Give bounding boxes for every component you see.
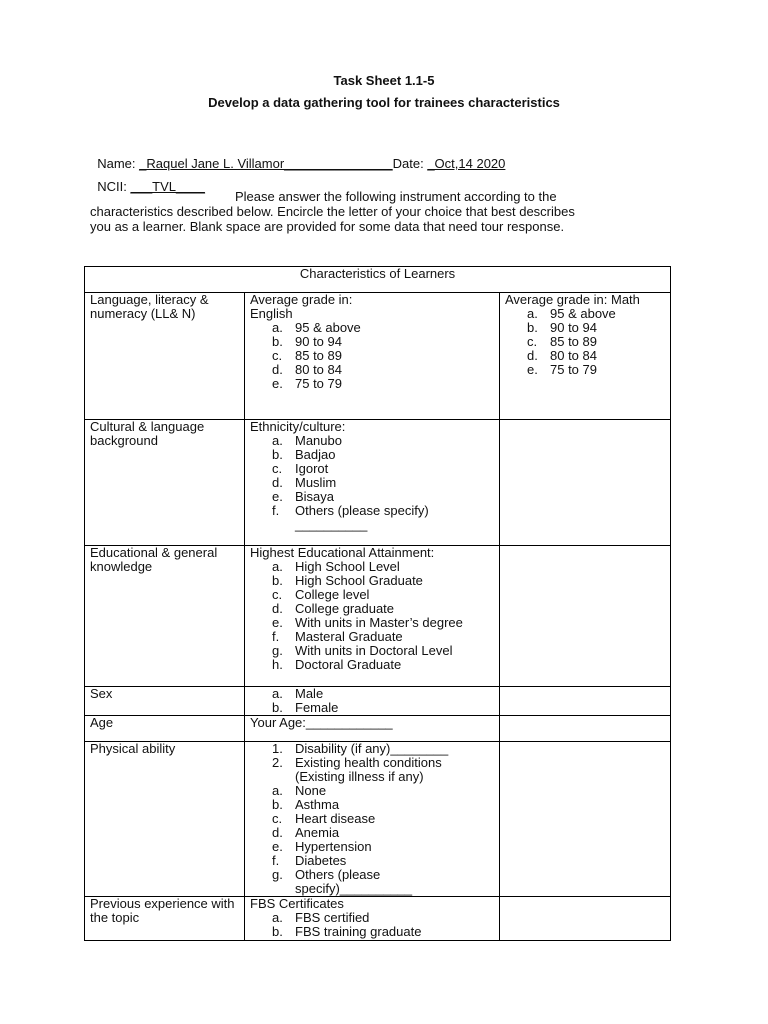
name-label: Name: <box>97 156 136 171</box>
list-item <box>250 518 494 532</box>
list-item <box>250 574 494 588</box>
list-item-text: College graduate <box>295 601 395 616</box>
list-marker: d. <box>272 601 283 616</box>
list-item-text: 80 to 84 <box>295 362 342 377</box>
table-row-age <box>85 716 671 742</box>
list-item <box>250 840 494 854</box>
task-sheet-subtitle: Develop a data gathering tool for trainees characteristics <box>208 95 560 110</box>
list-item <box>250 868 494 882</box>
row-label-lln: Language, literacy & numeracy (LL& N) <box>85 293 245 420</box>
list-item-text: High School Level <box>295 559 400 574</box>
ethnicity-options <box>250 434 494 532</box>
list-item-text: Anemia <box>295 825 340 840</box>
list-marker: d. <box>272 362 283 377</box>
list-item-text: Disability (if any)________ <box>295 741 449 756</box>
list-marker: b. <box>272 700 283 715</box>
name-value: _Raquel Jane L. Villamor_______________ <box>139 156 393 171</box>
cell-physical <box>245 742 500 897</box>
row-label-physical: Physical ability <box>85 742 245 897</box>
cell-sex-empty <box>500 687 671 716</box>
math-options <box>505 307 665 377</box>
cell-experience <box>245 897 500 941</box>
experience-title: FBS Certificates <box>250 896 344 911</box>
list-marker: a. <box>272 686 283 701</box>
list-marker: g. <box>272 867 283 882</box>
list-item-text: Existing health conditions <box>295 755 442 770</box>
table-row-experience <box>85 897 671 941</box>
list-marker: e. <box>272 376 283 391</box>
list-item-text: FBS training graduate <box>295 924 422 939</box>
list-item-text: College level <box>295 587 370 602</box>
list-marker: a. <box>272 433 283 448</box>
table-row-sex <box>85 687 671 716</box>
list-item-text: Badjao <box>295 447 336 462</box>
list-item-text: With units in Doctoral Level <box>295 643 453 658</box>
cell-age: Your Age:____________ <box>245 716 500 742</box>
cell-education-empty <box>500 546 671 687</box>
row-label-culture: Cultural & language background <box>85 420 245 546</box>
list-item <box>250 742 494 756</box>
list-item-text: High School Graduate <box>295 573 423 588</box>
instructions <box>90 189 670 234</box>
list-item <box>250 911 494 925</box>
list-marker: b. <box>272 797 283 812</box>
list-item <box>505 363 665 377</box>
list-marker: f. <box>272 853 280 868</box>
cell-age-empty <box>500 716 671 742</box>
list-marker: e. <box>527 362 538 377</box>
cell-english-grade <box>245 293 500 420</box>
list-item <box>505 307 665 321</box>
list-item-text: With units in Master’s degree <box>295 615 463 630</box>
list-item-text: Male <box>295 686 324 701</box>
list-item-text: 85 to 89 <box>550 334 597 349</box>
list-item <box>250 687 494 701</box>
list-marker: g. <box>272 643 283 658</box>
list-marker: a. <box>272 320 283 335</box>
list-marker: d. <box>272 475 283 490</box>
list-marker: b. <box>272 573 283 588</box>
list-marker: a. <box>527 306 538 321</box>
list-item <box>250 377 494 391</box>
list-item-text: Heart disease <box>295 811 376 826</box>
list-marker: d. <box>272 825 283 840</box>
list-item <box>250 490 494 504</box>
sex-options <box>250 687 494 715</box>
education-options <box>250 560 494 672</box>
cell-experience-empty <box>500 897 671 941</box>
physical-options <box>250 742 494 896</box>
list-item-text: 80 to 84 <box>550 348 597 363</box>
list-item <box>505 321 665 335</box>
list-item <box>250 812 494 826</box>
list-marker: 1. <box>272 741 283 756</box>
date-value: _Oct,14 2020 <box>427 156 506 171</box>
list-item <box>250 448 494 462</box>
list-item-text: 90 to 94 <box>550 320 597 335</box>
cell-culture-empty <box>500 420 671 546</box>
list-item <box>250 701 494 715</box>
list-item-text: 90 to 94 <box>295 334 342 349</box>
characteristics-table <box>84 266 671 941</box>
list-marker: c. <box>272 461 283 476</box>
list-marker: b. <box>272 334 283 349</box>
list-marker: f. <box>272 503 280 518</box>
list-item-text: __________ <box>295 517 368 532</box>
table-header-row <box>85 267 671 293</box>
list-marker: e. <box>272 489 283 504</box>
list-item <box>250 560 494 574</box>
list-marker: f. <box>272 629 280 644</box>
ncii-label: NCII: <box>97 179 127 194</box>
list-item-text: specify)__________ <box>295 881 413 896</box>
list-item-text: FBS certified <box>295 910 370 925</box>
instructions-line-3: you as a learner. Blank space are provided for some data that need tour response. <box>90 219 565 234</box>
list-item-text: Igorot <box>295 461 329 476</box>
list-item <box>250 616 494 630</box>
list-marker: b. <box>527 320 538 335</box>
list-item <box>250 462 494 476</box>
cell-math-grade <box>500 293 671 420</box>
list-item <box>250 784 494 798</box>
list-item-text: Bisaya <box>295 489 335 504</box>
ncii-value: ___TVL____ <box>130 179 205 194</box>
list-item <box>250 321 494 335</box>
list-item <box>250 476 494 490</box>
list-item-text: Muslim <box>295 475 337 490</box>
list-marker: e. <box>272 839 283 854</box>
list-item-text: 95 & above <box>295 320 361 335</box>
list-item-text: Female <box>295 700 339 715</box>
row-label-age: Age <box>85 716 245 742</box>
list-item <box>250 756 494 770</box>
table-header: Characteristics of Learners <box>85 267 671 293</box>
list-item <box>250 854 494 868</box>
list-item-text: Doctoral Graduate <box>295 657 402 672</box>
list-item-text: Diabetes <box>295 853 347 868</box>
list-item <box>505 335 665 349</box>
table-row-education <box>85 546 671 687</box>
list-marker: c. <box>527 334 538 349</box>
list-item-text: (Existing illness if any) <box>295 769 424 784</box>
list-marker: c. <box>272 587 283 602</box>
list-item <box>250 658 494 672</box>
list-marker: d. <box>527 348 538 363</box>
list-marker: c. <box>272 811 283 826</box>
list-item <box>250 925 494 939</box>
list-item <box>250 770 494 784</box>
experience-options <box>250 911 494 939</box>
date-label: Date: <box>392 156 424 171</box>
ethnicity-title: Ethnicity/culture: <box>250 419 346 434</box>
list-item <box>250 504 494 518</box>
list-item <box>250 363 494 377</box>
list-marker: b. <box>272 447 283 462</box>
list-marker: e. <box>272 615 283 630</box>
list-item-text: None <box>295 783 327 798</box>
row-label-sex: Sex <box>85 687 245 716</box>
list-item <box>505 349 665 363</box>
list-marker: h. <box>272 657 283 672</box>
list-item <box>250 630 494 644</box>
list-item-text: Asthma <box>295 797 340 812</box>
list-item-text: Others (please <box>295 867 381 882</box>
list-item <box>250 602 494 616</box>
list-item-text: Manubo <box>295 433 342 448</box>
list-item-text: 75 to 79 <box>550 362 597 377</box>
cell-physical-empty <box>500 742 671 897</box>
list-item <box>250 349 494 363</box>
list-marker: a. <box>272 783 283 798</box>
list-item-text: Masteral Graduate <box>295 629 403 644</box>
english-subtitle: English <box>250 306 293 321</box>
cell-education <box>245 546 500 687</box>
list-item <box>250 335 494 349</box>
table-row-physical <box>85 742 671 897</box>
list-item-text: 75 to 79 <box>295 376 342 391</box>
list-marker: b. <box>272 924 283 939</box>
list-item-text: 95 & above <box>550 306 616 321</box>
table-row-lln <box>85 293 671 420</box>
cell-ethnicity <box>245 420 500 546</box>
list-item-text: 85 to 89 <box>295 348 342 363</box>
english-title: Average grade in: <box>250 292 353 307</box>
table-row-culture <box>85 420 671 546</box>
math-title: Average grade in: Math <box>505 292 640 307</box>
instructions-line-1: Please answer the following instrument according to the <box>235 189 557 204</box>
list-item-text: Hypertension <box>295 839 372 854</box>
instructions-line-2: characteristics described below. Encircle the letter of your choice that best describes <box>90 204 575 219</box>
list-item <box>250 798 494 812</box>
list-item <box>250 826 494 840</box>
list-item <box>250 882 494 896</box>
english-options <box>250 321 494 391</box>
row-label-education: Educational & general knowledge <box>85 546 245 687</box>
task-sheet-title: Task Sheet 1.1-5 <box>333 73 435 88</box>
list-marker: 2. <box>272 755 283 770</box>
list-item <box>250 644 494 658</box>
list-marker: a. <box>272 910 283 925</box>
list-item <box>250 588 494 602</box>
list-marker: a. <box>272 559 283 574</box>
list-marker: c. <box>272 348 283 363</box>
cell-sex <box>245 687 500 716</box>
list-item <box>250 434 494 448</box>
row-label-experience: Previous experience with the topic <box>85 897 245 941</box>
list-item-text: Others (please specify) <box>295 503 429 518</box>
education-title: Highest Educational Attainment: <box>250 545 435 560</box>
